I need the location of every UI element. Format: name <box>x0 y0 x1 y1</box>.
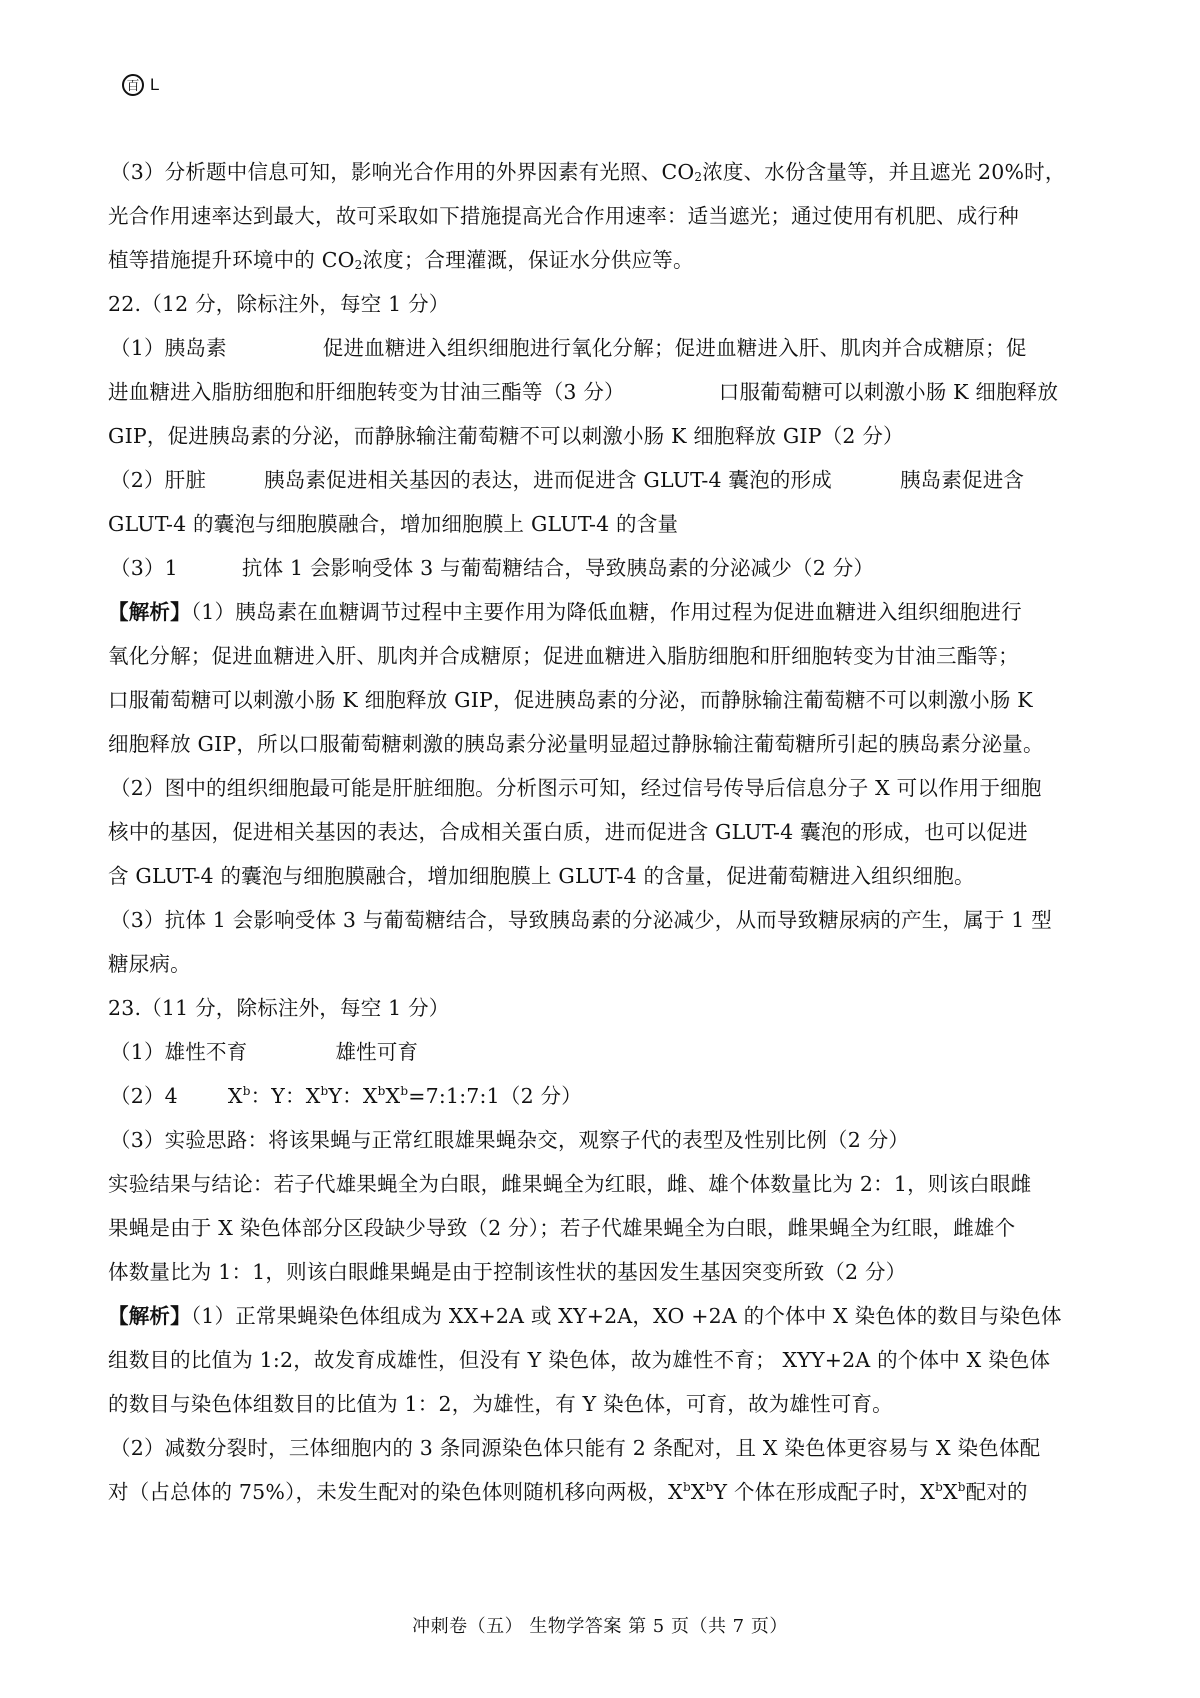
page-footer: 冲刺卷（五） 生物学答案 第 5 页（共 7 页） <box>412 1616 788 1637</box>
answer-content <box>108 150 1096 1514</box>
analysis-line: （2）减数分裂时，三体细胞内的 3 条同源染色体只能有 2 条配对，且 X 染色体更容易与 X 染色体配 <box>110 1436 1041 1460</box>
analysis-line: 口服葡萄糖可以刺激小肠 K 细胞释放 GIP，促进胰岛素的分泌，而静脉输注葡萄糖不可以刺激小肠 K <box>108 688 1033 712</box>
analysis-line: 氧化分解；促进血糖进入肝、肌肉并合成糖原；促进血糖进入脂肪细胞和肝细胞转变为甘油三酯等； <box>108 644 1019 668</box>
answer-line: GLUT-4 的囊泡与细胞膜融合，增加细胞膜上 GLUT-4 的含量 <box>108 512 679 536</box>
analysis-line: 对（占总体的 75%），未发生配对的染色体则随机移向两极，$X^bX^bY$ 个体在形成配子时，$X^bX^b$配对的 <box>108 1480 1028 1504</box>
answer-line: 体数量比为 1：1，则该白眼雌果蝇是由于控制该性状的基因发生基因突变所致（2 分） <box>108 1260 907 1284</box>
analysis-label: 【解析】 <box>108 1304 191 1328</box>
answer-line: 进血糖进入脂肪细胞和肝细胞转变为甘油三酯等（3 分） 口服葡萄糖可以刺激小肠 K 细胞释放 <box>108 380 1059 404</box>
publisher-logo <box>122 74 159 96</box>
answer-line: 光合作用速率达到最大，故可采取如下措施提高光合作用速率：适当遮光；通过使用有机肥、成行种 <box>108 204 1019 228</box>
question-heading-23: 23.（11 分，除标注外，每空 1 分） <box>108 996 450 1020</box>
analysis-line: （3）抗体 1 会影响受体 3 与葡萄糖结合，导致胰岛素的分泌减少，从而导致糖尿病的产生，属于 1 型 <box>110 908 1052 932</box>
answer-line: GIP，促进胰岛素的分泌，而静脉输注葡萄糖不可以刺激小肠 K 细胞释放 GIP（2 分） <box>108 424 904 448</box>
answer-line: （3）分析题中信息可知，影响光合作用的外界因素有光照、$CO_2$浓度、水份含量等，并且遮光 20%时， <box>110 160 1066 184</box>
analysis-label: 【解析】 <box>108 600 191 624</box>
answer-line: （2）肝脏 胰岛素促进相关基因的表达，进而促进含 GLUT-4 囊泡的形成 胰岛素促进含 <box>110 468 1025 492</box>
analysis-line: 糖尿病。 <box>108 952 191 976</box>
analysis-line: 细胞释放 GIP，所以口服葡萄糖刺激的胰岛素分泌量明显超过静脉输注葡萄糖所引起的胰岛素分泌量。 <box>108 732 1044 756</box>
analysis-line: 核中的基因，促进相关基因的表达，合成相关蛋白质，进而促进含 GLUT-4 囊泡的形成，也可以促进 <box>108 820 1028 844</box>
answer-line: （1）雄性不育 雄性可育 <box>110 1040 419 1064</box>
answer-line: 植等措施提升环境中的 $CO_2$浓度；合理灌溉，保证水分供应等。 <box>108 248 694 272</box>
logo-circle-icon: 百 <box>122 74 144 96</box>
answer-line: 果蝇是由于 X 染色体部分区段缺少导致（2 分）；若子代雄果蝇全为白眼，雌果蝇全为红眼，雌雄个 <box>108 1216 1016 1240</box>
answer-line: （3）1 抗体 1 会影响受体 3 与葡萄糖结合，导致胰岛素的分泌减少（2 分） <box>110 556 875 580</box>
analysis-line: （2）图中的组织细胞最可能是肝脏细胞。分析图示可知，经过信号传导后信息分子 X 可以作用于细胞 <box>110 776 1042 800</box>
analysis-line: 【解析】（1）胰岛素在血糖调节过程中主要作用为降低血糖，作用过程为促进血糖进入组织细胞进行 <box>108 600 1022 624</box>
analysis-line: 含 GLUT-4 的囊泡与细胞膜融合，增加细胞膜上 GLUT-4 的含量，促进葡萄糖进入组织细胞。 <box>108 864 975 888</box>
answer-line: （2）4 $X^b$：Y：$X^bY$：$X^bX^b=7:1:7:1(2$ 分） <box>110 1084 582 1108</box>
logo-letter: L <box>150 75 160 94</box>
question-heading-22: 22.（12 分，除标注外，每空 1 分） <box>108 292 450 316</box>
analysis-line: 组数目的比值为 1:2，故发育成雄性，但没有 Y 染色体，故为雄性不育； XYY+2A 的个体中 X 染色体 <box>108 1348 1051 1372</box>
answer-line: 实验结果与结论：若子代雄果蝇全为白眼，雌果蝇全为红眼，雌、雄个体数量比为 2：1，则该白眼雌 <box>108 1172 1032 1196</box>
answer-line: （3）实验思路：将该果蝇与正常红眼雄果蝇杂交，观察子代的表型及性别比例（2 分） <box>110 1128 910 1152</box>
answer-line: （1）胰岛素 促进血糖进入组织细胞进行氧化分解；促进血糖进入肝、肌肉并合成糖原；促 <box>110 336 1027 360</box>
analysis-line: 【解析】（1）正常果蝇染色体组成为 XX+2A 或 XY+2A，XO +2A 的个体中 X 染色体的数目与染色体 <box>108 1304 1062 1328</box>
analysis-line: 的数目与染色体组数目的比值为 1：2，为雄性，有 Y 染色体，可育，故为雄性可育。 <box>108 1392 893 1416</box>
